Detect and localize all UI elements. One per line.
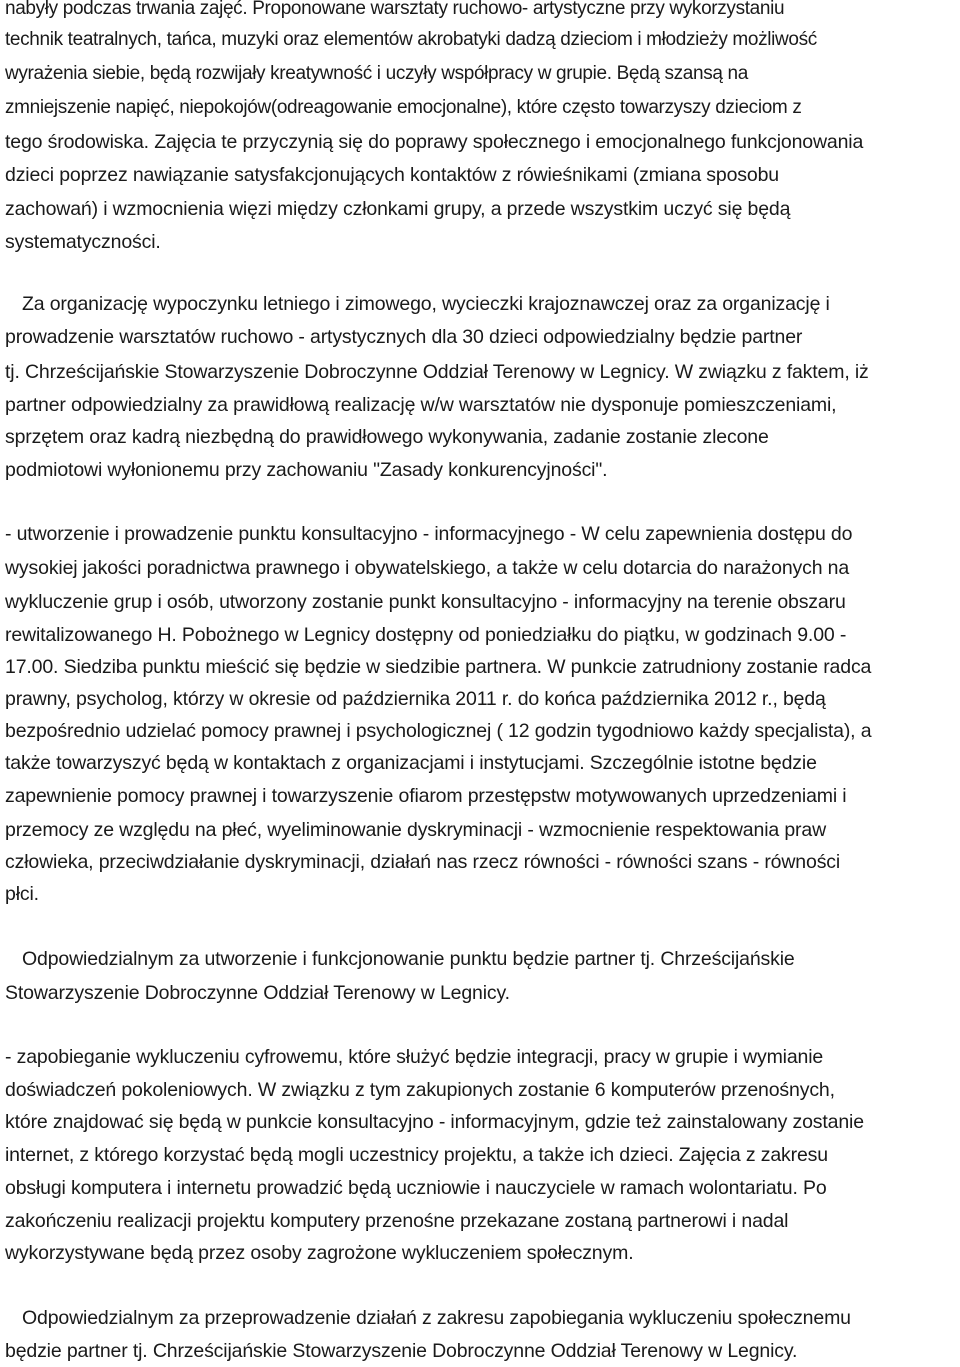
text-line: prawny, psycholog, którzy w okresie od października 2011 r. do końca października 2012 r., będą [5,688,826,710]
text-line: systematyczności. [5,231,161,253]
text-line: Stowarzyszenie Dobroczynne Oddział Terenowy w Legnicy. [5,982,510,1004]
text-line: Odpowiedzialnym za przeprowadzenie działań z zakresu zapobiegania wykluczeniu społecznemu [22,1307,851,1329]
text-line: zachowań) i wzmocnienia więzi między członkami grupy, a przede wszystkim uczyć się będą [5,198,791,220]
text-line: podmiotowi wyłonionemu przy zachowaniu "Zasady konkurencyjności". [5,459,608,481]
text-line: płci. [5,883,39,905]
text-line: zapewnienie pomocy prawnej i towarzyszenie ofiarom przestępstw motywowanych uprzedzeniami i [5,785,847,807]
text-line: zakończeniu realizacji projektu komputery przenośne przekazane zostaną partnerowi i nadal [5,1210,789,1232]
text-line: także towarzyszyć będą w kontaktach z organizacjami i instytucjami. Szczególnie istotne będzie [5,752,817,774]
text-line: które znajdować się będą w punkcie konsultacyjno - informacyjnym, gdzie też zainstalowany zostanie [5,1111,864,1133]
text-line: wykluczenie grup i osób, utworzony zostanie punkt konsultacyjno - informacyjny na terenie obszaru [5,591,846,613]
text-line: bezpośrednio udzielać pomocy prawnej i psychologicznej ( 12 godzin tygodniowo każdy specjalista), a [5,720,872,742]
text-line: tego środowiska. Zajęcia te przyczynią się do poprawy społecznego i emocjonalnego funkcjonowania [5,131,864,153]
text-line: nabyły podczas trwania zajęć. Proponowane warsztaty ruchowo- artystyczne przy wykorzystaniu [5,0,785,19]
text-line: przemocy ze względu na płeć, wyeliminowanie dyskryminacji - wzmocnienie respektowania praw [5,819,827,841]
text-line: zmniejszenie napięć, niepokojów(odreagowanie emocjonalne), które często towarzyszy dzieciom z [5,97,802,118]
text-line: będzie partner tj. Chrześcijańskie Stowarzyszenie Dobroczynne Oddział Terenowy w Legnicy. [5,1340,798,1362]
text-line: internet, z którego korzystać będą mogli uczestnicy projektu, a także ich dzieci. Zajęcia z zakresu [5,1144,828,1166]
text-line: wyrażenia siebie, będą rozwijały kreatywność i uczyły współpracy w grupie. Będą szansą na [5,63,748,84]
text-line: tj. Chrześcijańskie Stowarzyszenie Dobroczynne Oddział Terenowy w Legnicy. W związku z faktem, iż [5,361,869,383]
text-line: 17.00. Siedziba punktu mieścić się będzie w siedzibie partnera. W punkcie zatrudniony zostanie radca [5,656,872,678]
text-line: technik teatralnych, tańca, muzyki oraz elementów akrobatyki dadzą dzieciom i młodzieży możliwość [5,29,817,50]
text-line: wykorzystywane będą przez osoby zagrożone wykluczeniem społecznym. [5,1242,634,1264]
text-line: - zapobieganie wykluczeniu cyfrowemu, które służyć będzie integracji, pracy w grupie i wymianie [5,1046,824,1068]
text-line: Za organizację wypoczynku letniego i zimowego, wycieczki krajoznawczej oraz za organizację i [22,293,830,315]
text-line: sprzętem oraz kadrą niezbędną do prawidłowego wykonywania, zadanie zostanie zlecone [5,426,769,448]
text-line: dzieci poprzez nawiązanie satysfakcjonujących kontaktów z rówieśnikami (zmiana sposobu [5,164,779,186]
text-line: Odpowiedzialnym za utworzenie i funkcjonowanie punktu będzie partner tj. Chrześcijańskie [22,948,795,970]
text-line: doświadczeń pokoleniowych. W związku z tym zakupionych zostanie 6 komputerów przenośnych, [5,1079,835,1101]
text-line: partner odpowiedzialny za prawidłową realizację w/w warsztatów nie dysponuje pomieszczeniami, [5,394,837,416]
text-line: człowieka, przeciwdziałanie dyskryminacji, działań nas rzecz równości - równości szans - równości [5,851,841,873]
text-line: obsługi komputera i internetu prowadzić będą uczniowie i nauczyciele w ramach wolontariatu. Po [5,1177,827,1199]
text-line: prowadzenie warsztatów ruchowo - artystycznych dla 30 dzieci odpowiedzialny będzie partner [5,326,803,348]
text-line: wysokiej jakości poradnictwa prawnego i obywatelskiego, a także w celu dotarcia do narażonych na [5,557,850,579]
text-line: - utworzenie i prowadzenie punktu konsultacyjno - informacyjnego - W celu zapewnienia dostępu do [5,523,853,545]
text-line: rewitalizowanego H. Pobożnego w Legnicy dostępny od poniedziałku do piątku, w godzinach 9.00 - [5,624,847,646]
